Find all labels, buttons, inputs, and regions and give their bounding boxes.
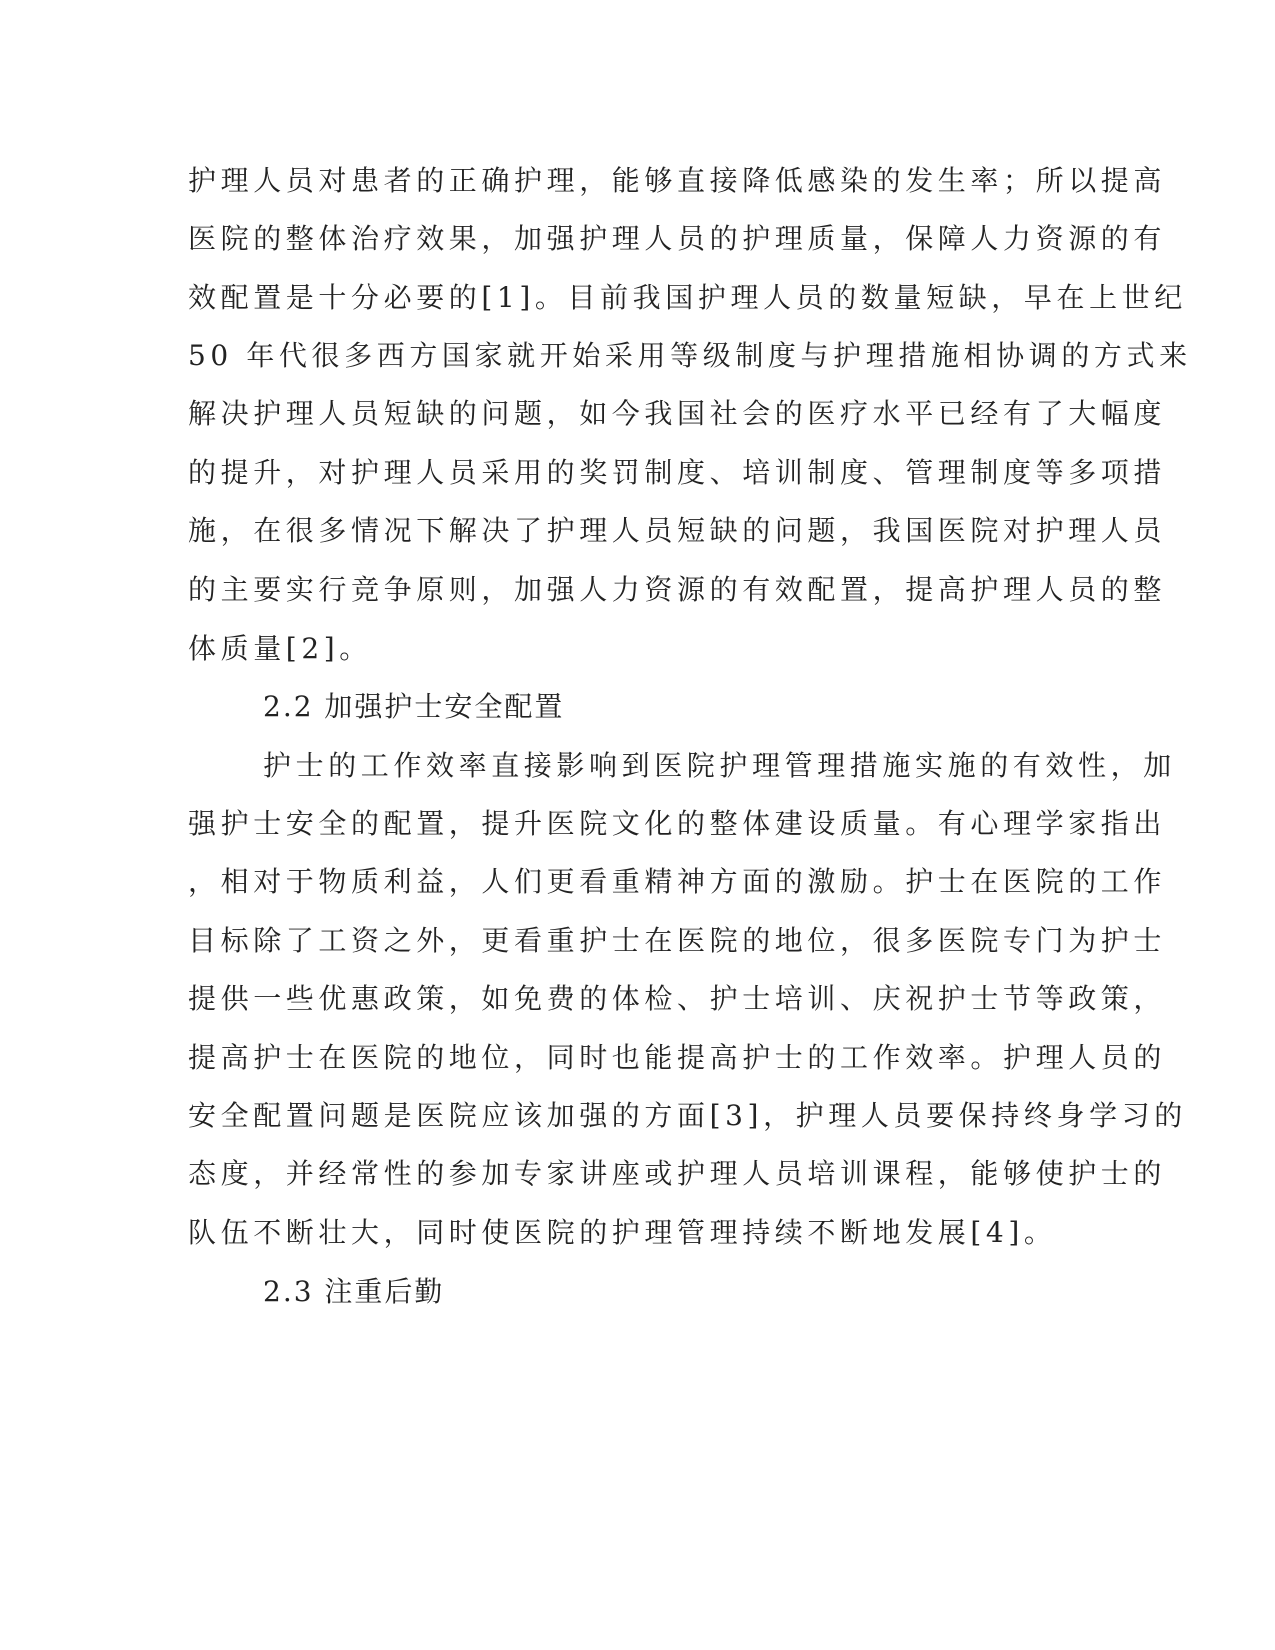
body-text-line: 护士的工作效率直接影响到医院护理管理措施实施的有效性，加: [263, 749, 1176, 782]
body-text-line: 提高护士在医院的地位，同时也能提高护士的工作效率。护理人员的: [188, 1041, 1167, 1074]
body-text-line: 目标除了工资之外，更看重护士在医院的地位，很多医院专门为护士: [188, 924, 1167, 957]
body-text-line: 的主要实行竞争原则，加强人力资源的有效配置，提高护理人员的整: [188, 573, 1167, 606]
body-text-line: 安全配置问题是医院应该加强的方面[3]，护理人员要保持终身学习的: [188, 1099, 1187, 1132]
body-text-line: 效配置是十分必要的[1]。目前我国护理人员的数量短缺，早在上世纪: [188, 281, 1187, 314]
section-heading: 2.2 加强护士安全配置: [263, 690, 565, 723]
body-text-line: ，相对于物质利益，人们更看重精神方面的激励。护士在医院的工作: [188, 865, 1167, 898]
body-text-line: 施，在很多情况下解决了护理人员短缺的问题，我国医院对护理人员: [188, 514, 1167, 547]
body-text-line: 态度，并经常性的参加专家讲座或护理人员培训课程，能够使护士的: [188, 1157, 1167, 1190]
body-text-line: 解决护理人员短缺的问题，如今我国社会的医疗水平已经有了大幅度: [188, 397, 1167, 430]
body-text-line: 提供一些优惠政策，如免费的体检、护士培训、庆祝护士节等政策，: [188, 982, 1167, 1015]
body-text-line: 队伍不断壮大，同时使医院的护理管理持续不断地发展[4]。: [188, 1216, 1057, 1249]
body-text-line: 医院的整体治疗效果，加强护理人员的护理质量，保障人力资源的有: [188, 222, 1167, 255]
body-text-line: 的提升，对护理人员采用的奖罚制度、培训制度、管理制度等多项措: [188, 456, 1167, 489]
body-text-line: 体质量[2]。: [188, 632, 372, 665]
body-text-line: 50 年代很多西方国家就开始采用等级制度与护理措施相协调的方式来: [188, 339, 1192, 372]
body-text-line: 强护士安全的配置，提升医院文化的整体建设质量。有心理学家指出: [188, 807, 1167, 840]
body-text-line: 护理人员对患者的正确护理，能够直接降低感染的发生率；所以提高: [188, 164, 1167, 197]
section-heading: 2.3 注重后勤: [263, 1275, 445, 1308]
